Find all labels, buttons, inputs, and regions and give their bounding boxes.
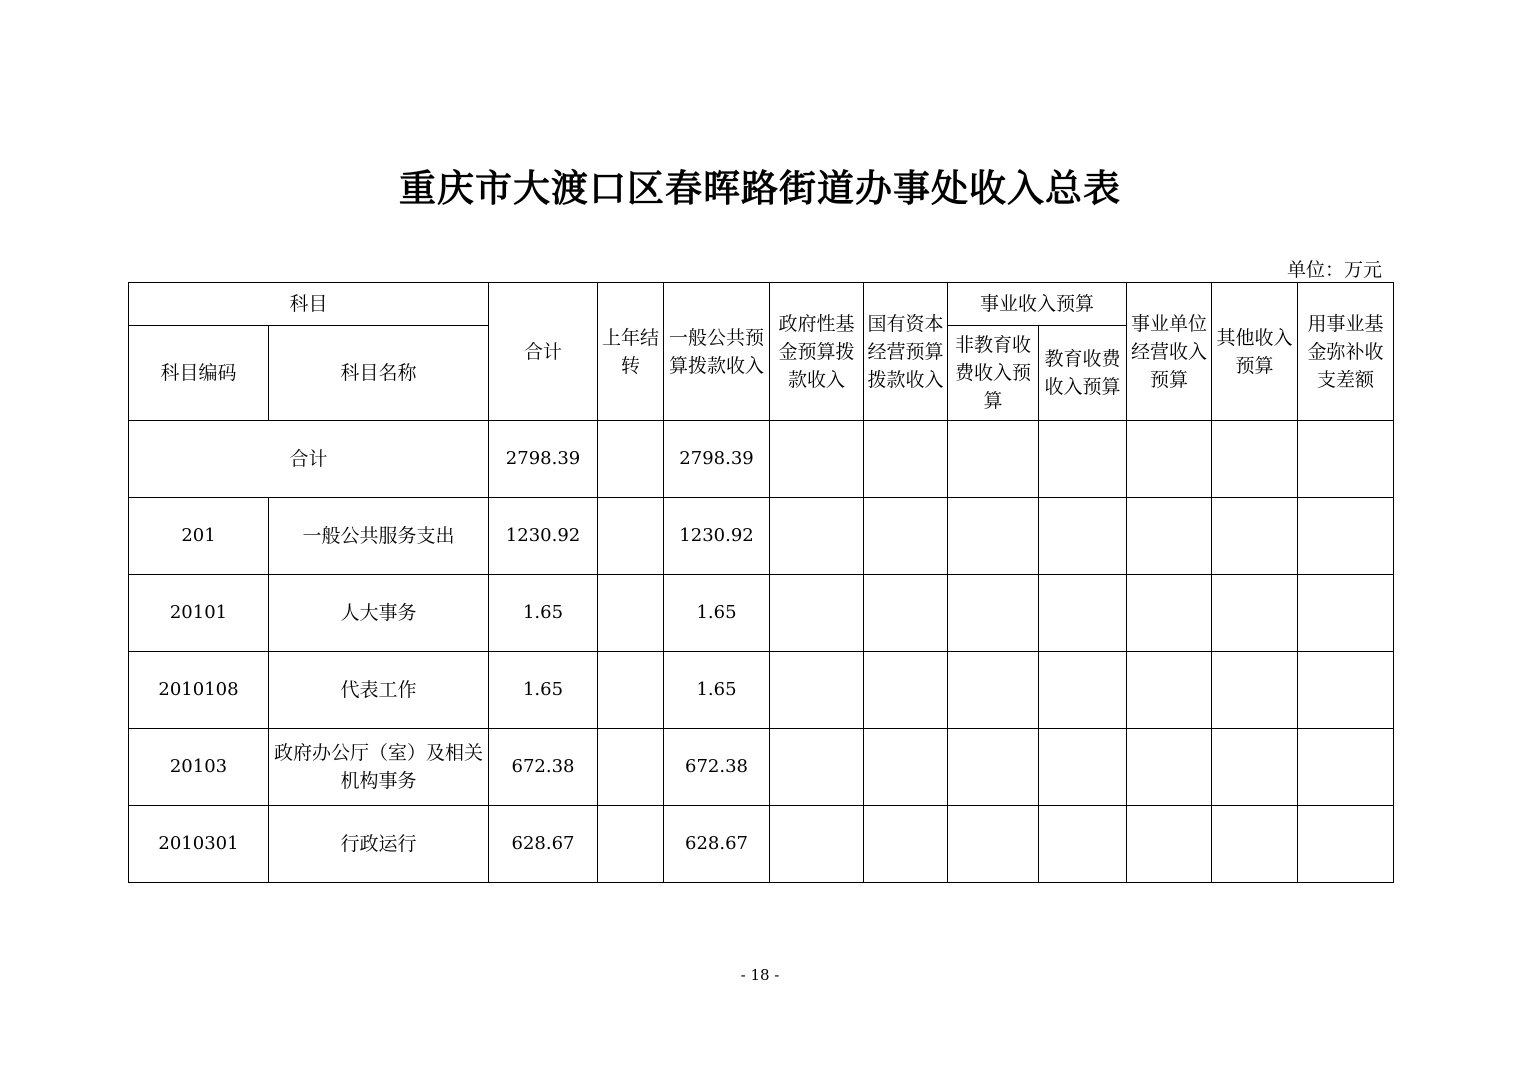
row-general-budget: 628.67 [664,806,770,883]
header-non-edu: 非教育收费收入预算 [948,326,1039,421]
table-row [129,575,1394,652]
table-row [129,498,1394,575]
header-total: 合计 [489,283,598,421]
header-general-budget: 一般公共预算拨款收入 [664,283,770,421]
row-code: 2010301 [129,806,269,883]
row-total: 628.67 [489,806,598,883]
row-general-budget: 1.65 [664,652,770,729]
income-summary-table [128,282,1394,883]
row-total: 1230.92 [489,498,598,575]
row-code: 20103 [129,729,269,806]
total-row-general-budget: 2798.39 [664,421,770,498]
row-general-budget: 1.65 [664,575,770,652]
table-row [129,806,1394,883]
header-career-unit-op: 事业单位经营收入预算 [1127,283,1212,421]
table-row [129,652,1394,729]
header-code: 科目编码 [129,326,269,421]
total-row-label: 合计 [129,421,489,498]
header-row-1 [129,283,1394,326]
total-row-total: 2798.39 [489,421,598,498]
header-prior-year: 上年结转 [598,283,664,421]
row-name: 代表工作 [269,652,489,729]
total-row [129,421,1394,498]
row-name: 人大事务 [269,575,489,652]
row-general-budget: 672.38 [664,729,770,806]
row-name: 政府办公厅（室）及相关机构事务 [269,729,489,806]
table-row [129,729,1394,806]
row-total: 672.38 [489,729,598,806]
row-code: 201 [129,498,269,575]
header-edu: 教育收费收入预算 [1039,326,1127,421]
header-other: 其他收入预算 [1212,283,1298,421]
header-career-income: 事业收入预算 [948,283,1127,326]
row-name: 行政运行 [269,806,489,883]
page-title: 重庆市大渡口区春晖路街道办事处收入总表 [399,167,1121,210]
row-name: 一般公共服务支出 [269,498,489,575]
row-general-budget: 1230.92 [664,498,770,575]
header-fund-gap: 用事业基金弥补收支差额 [1298,283,1394,421]
page-number: - 18 - [740,966,780,984]
header-state-capital: 国有资本经营预算拨款收入 [864,283,948,421]
row-code: 2010108 [129,652,269,729]
row-total: 1.65 [489,652,598,729]
unit-label: 单位：万元 [1286,259,1382,281]
header-name: 科目名称 [269,326,489,421]
row-code: 20101 [129,575,269,652]
header-gov-fund: 政府性基金预算拨款收入 [770,283,864,421]
row-total: 1.65 [489,575,598,652]
header-subject: 科目 [129,283,489,326]
